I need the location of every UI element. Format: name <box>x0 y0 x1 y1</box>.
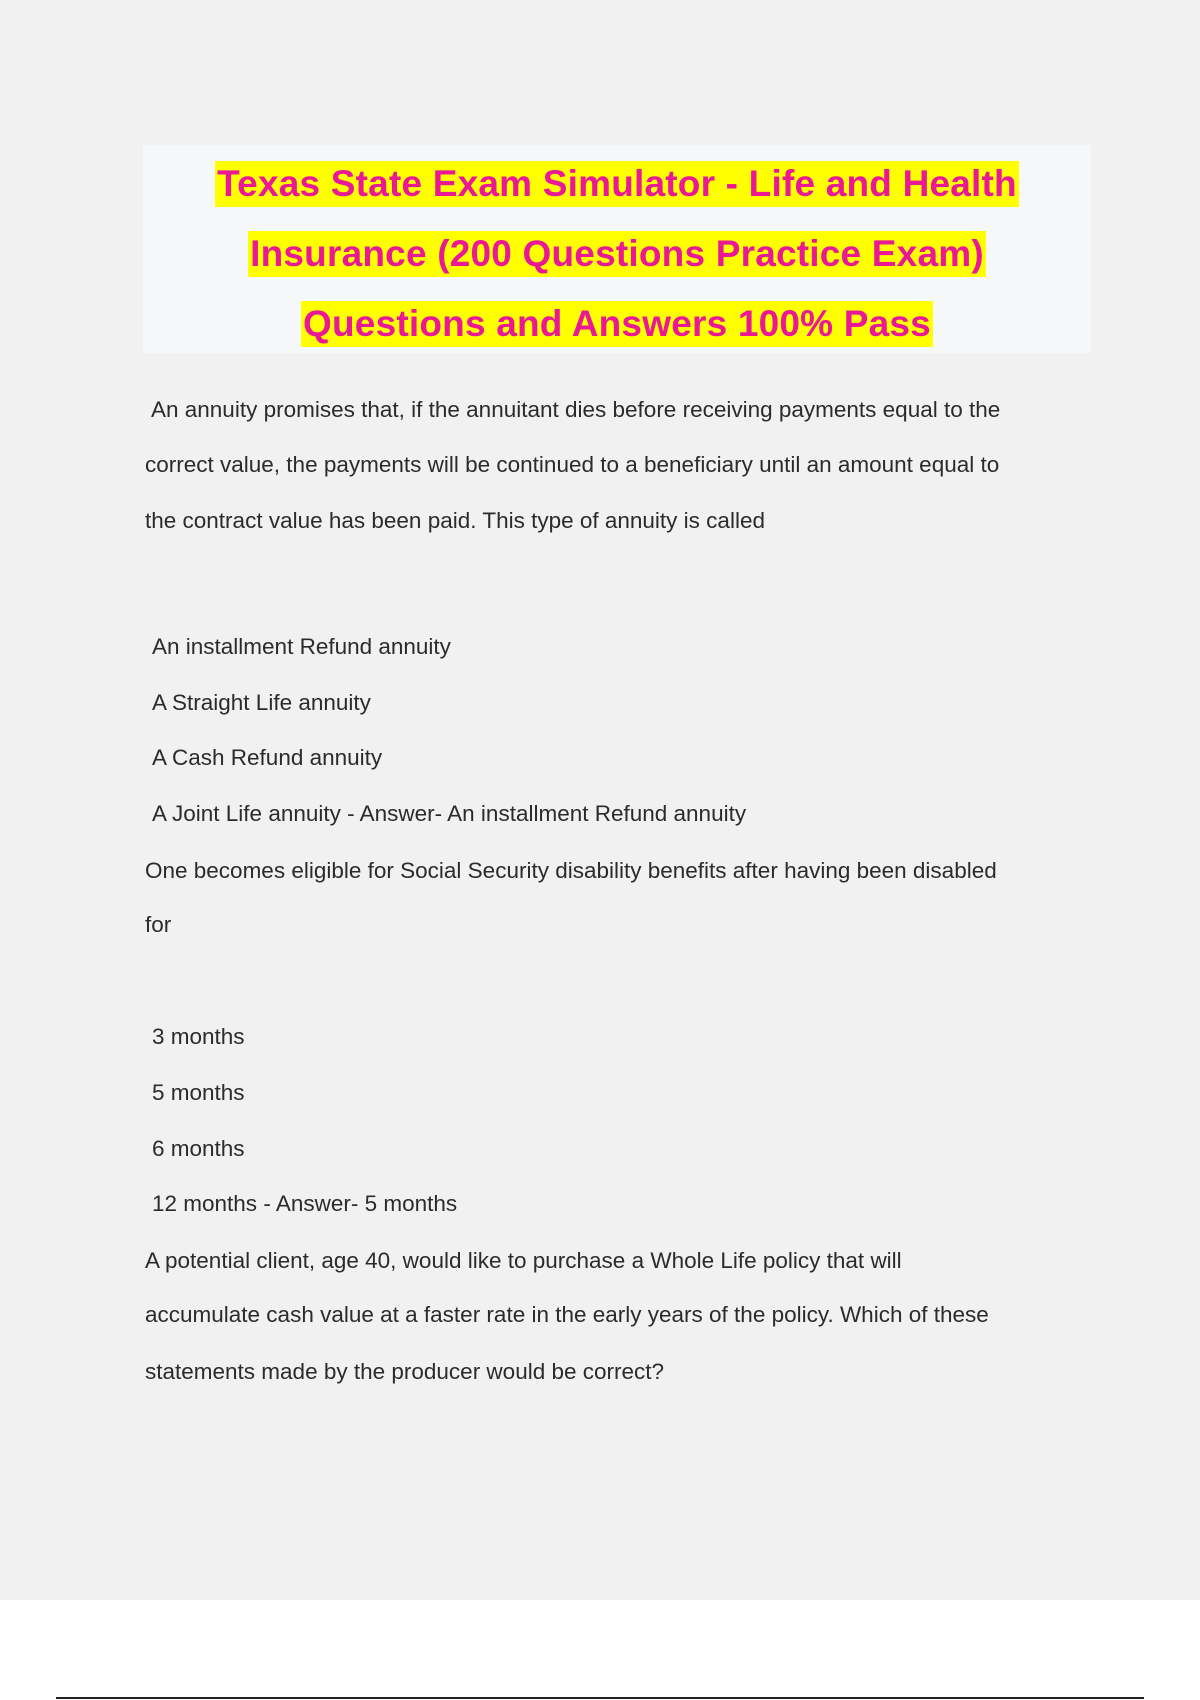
question-1-prompt-line-3: the contract value has been paid. This type of annuity is called <box>145 508 765 533</box>
question-1-option-2: A Straight Life annuity <box>152 690 371 715</box>
question-2-option-2: 5 months <box>152 1080 245 1105</box>
title-line-1: Texas State Exam Simulator - Life and Health <box>215 161 1019 207</box>
question-3-prompt-line-2: accumulate cash value at a faster rate in the early years of the policy. Which of these <box>145 1302 989 1327</box>
question-2-prompt-line-1: One becomes eligible for Social Security disability benefits after having been disabled <box>145 858 997 883</box>
question-1-prompt-line-1: An annuity promises that, if the annuitant dies before receiving payments equal to the <box>151 397 1001 422</box>
question-1-option-1: An installment Refund annuity <box>152 634 451 659</box>
question-3-prompt-line-3: statements made by the producer would be correct? <box>145 1359 665 1384</box>
question-1-option-4-answer: A Joint Life annuity - Answer- An installment Refund annuity <box>152 801 747 826</box>
question-2-option-1: 3 months <box>152 1024 245 1049</box>
question-3-prompt-line-1: A potential client, age 40, would like to purchase a Whole Life policy that will <box>145 1248 902 1273</box>
question-2-option-4-answer: 12 months - Answer- 5 months <box>152 1191 458 1216</box>
document-title-block <box>143 145 1091 353</box>
question-1-option-3: A Cash Refund annuity <box>152 745 383 770</box>
question-1-prompt-line-2: correct value, the payments will be continued to a beneficiary until an amount equal to <box>145 452 1000 477</box>
title-line-2: Insurance (200 Questions Practice Exam) <box>248 231 986 277</box>
question-2-prompt-line-2: for <box>145 912 172 937</box>
question-2-option-3: 6 months <box>152 1136 245 1161</box>
title-line-3: Questions and Answers 100% Pass <box>301 301 933 347</box>
footer-divider <box>56 1697 1144 1699</box>
